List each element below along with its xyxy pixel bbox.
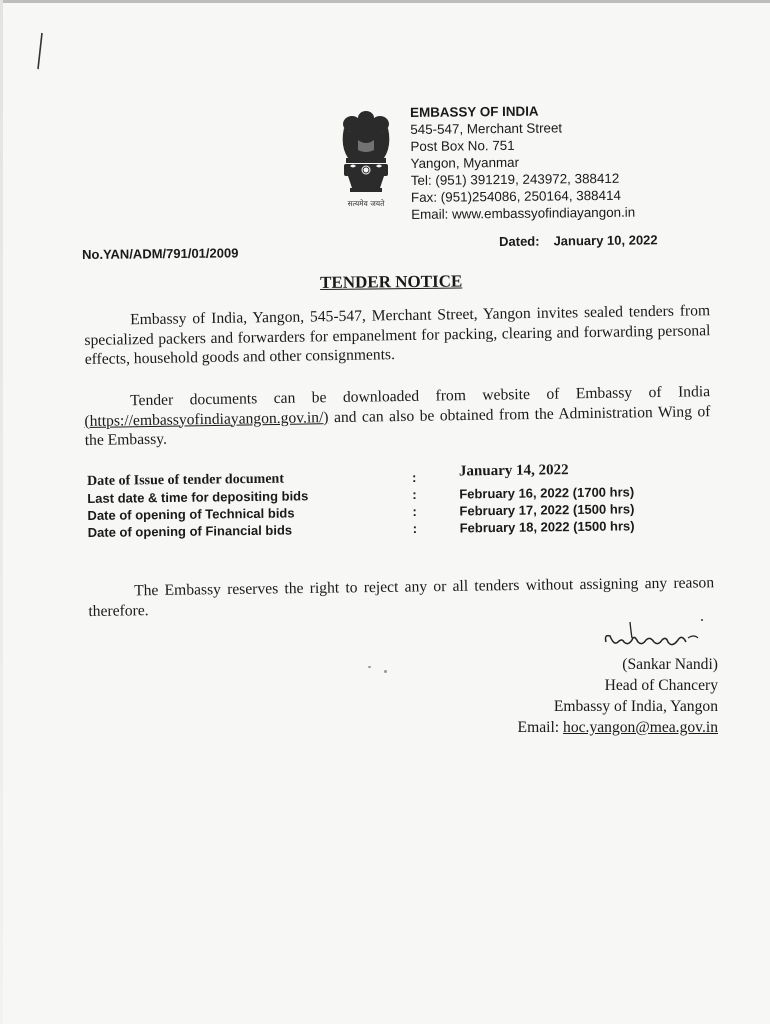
date-colon: :	[412, 520, 418, 537]
signatory-designation: Head of Chancery	[604, 677, 718, 694]
date-value: January 14, 2022	[458, 462, 569, 480]
paragraph-documents	[84, 382, 711, 450]
date-label: Last date & time for depositing bids	[87, 488, 309, 506]
letterhead-address-line: 545-547, Merchant Street	[410, 120, 563, 137]
emblem-motto: सत्यमेव जयते	[347, 199, 385, 208]
pen-stroke-mark	[36, 32, 44, 70]
letterhead-pobox-line: Post Box No. 751	[410, 137, 515, 154]
date-label: Date of opening of Financial bids	[87, 522, 293, 540]
paragraph-invitation: Embassy of India, Yangon, 545-547, Merchant Street, Yangon invites sealed tenders from specialized packers and forwarders for empanelment for packing, clearing and forwarding personal effects, household goods and other consignments.	[84, 302, 711, 368]
letterhead	[410, 102, 635, 223]
dated-value: January 10, 2022	[553, 232, 658, 249]
scan-edge-left	[0, 0, 3, 1024]
dated-label: Dated:	[499, 233, 540, 249]
date-value: February 16, 2022 (1700 hrs)	[459, 484, 635, 502]
reference-number: No.YAN/ADM/791/01/2009	[82, 245, 239, 262]
date-label: Date of opening of Technical bids	[87, 505, 295, 523]
date-label: Date of Issue of tender document	[87, 471, 285, 489]
date-colon: :	[412, 503, 417, 520]
national-emblem-icon	[330, 106, 402, 214]
handwritten-signature	[598, 612, 708, 658]
date-value: February 18, 2022 (1500 hrs)	[459, 518, 635, 536]
date-colon: :	[411, 469, 417, 486]
paragraph-documents-rest: and can also be obtained from the Administration Wing of the Embassy.	[84, 402, 711, 449]
signatory-office: Embassy of India, Yangon	[553, 698, 718, 715]
signatory-email-label: Email:	[517, 719, 564, 736]
paragraph-documents-text: Tender documents can be downloaded from website of Embassy of India	[130, 383, 711, 410]
date-value: February 17, 2022 (1500 hrs)	[459, 501, 635, 519]
signatory-name: (Sankar Nandi)	[622, 656, 718, 673]
scan-speck	[368, 666, 371, 668]
tender-dates-table	[87, 462, 635, 542]
letterhead-tel-line: Tel: (951) 391219, 243972, 388412	[410, 170, 620, 188]
signatory-email-link[interactable]: hoc.yangon@mea.gov.in	[563, 719, 718, 736]
letterhead-city-line: Yangon, Myanmar	[410, 154, 520, 171]
letterhead-fax-line: Fax: (951)254086, 250164, 388414	[410, 187, 622, 205]
scan-speck	[384, 670, 387, 673]
scan-edge	[0, 0, 770, 3]
document-title: TENDER NOTICE	[320, 271, 463, 292]
website-link[interactable]: (https://embassyofindiayangon.gov.in/)	[84, 408, 329, 430]
letterhead-email-line: Email: www.embassyofindiayangon.in	[411, 204, 636, 222]
letterhead-title: EMBASSY OF INDIA	[410, 103, 539, 120]
dated-line	[499, 232, 658, 249]
paragraph-reservation: The Embassy reserves the right to reject any or all tenders without assigning any reason therefore.	[88, 574, 715, 620]
signature-block	[518, 654, 718, 738]
date-colon: :	[412, 486, 417, 503]
signatory-email-line	[518, 717, 718, 738]
